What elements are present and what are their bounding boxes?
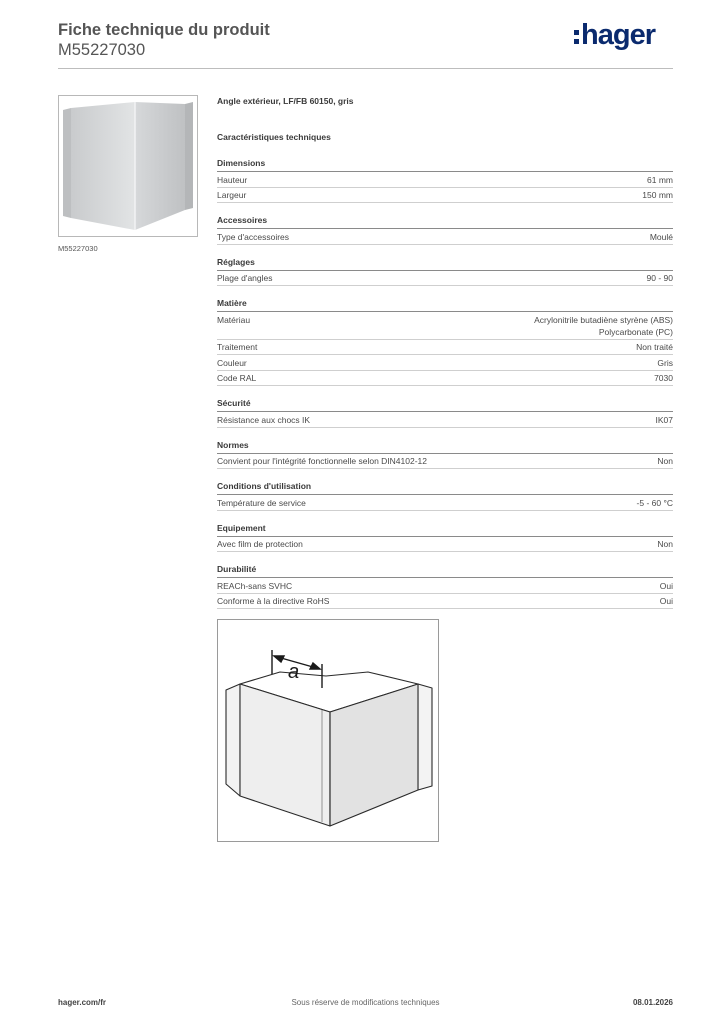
section-title: Durabilité xyxy=(217,564,673,578)
spec-label: Convient pour l'intégrité fonctionnelle selon DIN4102-12 xyxy=(217,456,428,466)
spec-value: Non xyxy=(657,539,673,549)
section-title: Conditions d'utilisation xyxy=(217,481,673,495)
spec-row xyxy=(217,229,673,245)
section-conditions-utilisation xyxy=(217,481,673,511)
footer-date: 08.01.2026 xyxy=(632,998,673,1007)
technical-drawing xyxy=(217,619,439,842)
document-title: Fiche technique du produit xyxy=(58,21,270,39)
spec-label: Type d'accessoires xyxy=(217,231,290,242)
spec-label: Matériau xyxy=(217,314,251,325)
spec-row xyxy=(217,495,673,511)
spec-label: Hauteur xyxy=(217,174,248,185)
section-securite xyxy=(217,398,673,428)
spec-label: Code RAL xyxy=(217,373,257,383)
spec-label: Résistance aux chocs IK xyxy=(217,414,311,425)
spec-value: Oui xyxy=(659,580,673,591)
spec-label: Traitement xyxy=(217,342,258,352)
spec-value: IK07 xyxy=(655,414,673,425)
spec-value: 7030 xyxy=(654,373,673,383)
section-normes xyxy=(217,440,673,470)
product-reference: M55227030 xyxy=(58,41,146,59)
spec-value-multiline xyxy=(534,314,673,338)
section-dimensions xyxy=(217,158,673,203)
logo-text: hager xyxy=(581,19,655,51)
section-title: Accessoires xyxy=(217,215,673,229)
header-divider xyxy=(58,68,673,69)
spec-label: Largeur xyxy=(217,190,247,200)
spec-row xyxy=(217,537,673,553)
spec-label: Plage d'angles xyxy=(217,273,273,283)
spec-value: Oui xyxy=(659,596,673,606)
spec-value: 150 mm xyxy=(642,190,673,200)
section-title: Réglages xyxy=(217,257,673,271)
section-title: Dimensions xyxy=(217,158,673,172)
spec-row xyxy=(217,594,673,610)
thumbnail-caption: M55227030 xyxy=(58,244,98,253)
section-title: Equipement xyxy=(217,523,673,537)
footer-website-link[interactable]: hager.com/fr xyxy=(58,998,107,1007)
section-title: Matière xyxy=(217,298,673,312)
technical-characteristics-heading: Caractéristiques techniques xyxy=(217,132,331,142)
technical-content xyxy=(217,96,673,641)
logo-dots-icon xyxy=(574,30,579,44)
section-durabilite xyxy=(217,564,673,609)
spec-value: 90 - 90 xyxy=(646,273,673,283)
spec-label: Température de service xyxy=(217,497,306,508)
spec-row xyxy=(217,578,673,594)
section-matiere xyxy=(217,298,673,386)
section-title: Sécurité xyxy=(217,398,673,412)
spec-row xyxy=(217,271,673,287)
section-accessoires xyxy=(217,215,673,245)
footer-disclaimer: Sous réserve de modifications techniques xyxy=(291,998,440,1007)
hager-logo[interactable] xyxy=(574,20,655,50)
spec-label: Couleur xyxy=(217,357,247,368)
dimension-label: a xyxy=(288,661,300,683)
spec-value: Non xyxy=(657,456,673,466)
spec-row xyxy=(217,312,673,340)
spec-value-secondary: Polycarbonate (PC) xyxy=(598,326,673,337)
spec-row xyxy=(217,355,673,371)
spec-value: 61 mm xyxy=(647,174,673,185)
spec-value: Acrylonitrile butadiène styrène (ABS) xyxy=(534,314,673,325)
spec-row xyxy=(217,340,673,356)
spec-label: Conforme à la directive RoHS xyxy=(217,596,330,606)
section-equipement xyxy=(217,523,673,553)
spec-row xyxy=(217,188,673,204)
spec-row xyxy=(217,454,673,470)
section-reglages xyxy=(217,257,673,287)
section-title: Normes xyxy=(217,440,673,454)
product-thumbnail xyxy=(58,95,198,237)
spec-value: Non traité xyxy=(636,342,673,352)
spec-label: REACh-sans SVHC xyxy=(217,580,293,591)
spec-row xyxy=(217,172,673,188)
spec-label: Avec film de protection xyxy=(217,539,303,549)
spec-row xyxy=(217,412,673,428)
spec-value: Moulé xyxy=(649,231,673,242)
product-name: Angle extérieur, LF/FB 60150, gris xyxy=(217,96,354,106)
angle-drawing xyxy=(218,620,438,841)
spec-value: -5 - 60 °C xyxy=(636,497,673,508)
angle-product-image xyxy=(59,96,197,236)
page-header xyxy=(58,20,673,70)
spec-value: Gris xyxy=(657,357,673,368)
spec-row xyxy=(217,371,673,387)
